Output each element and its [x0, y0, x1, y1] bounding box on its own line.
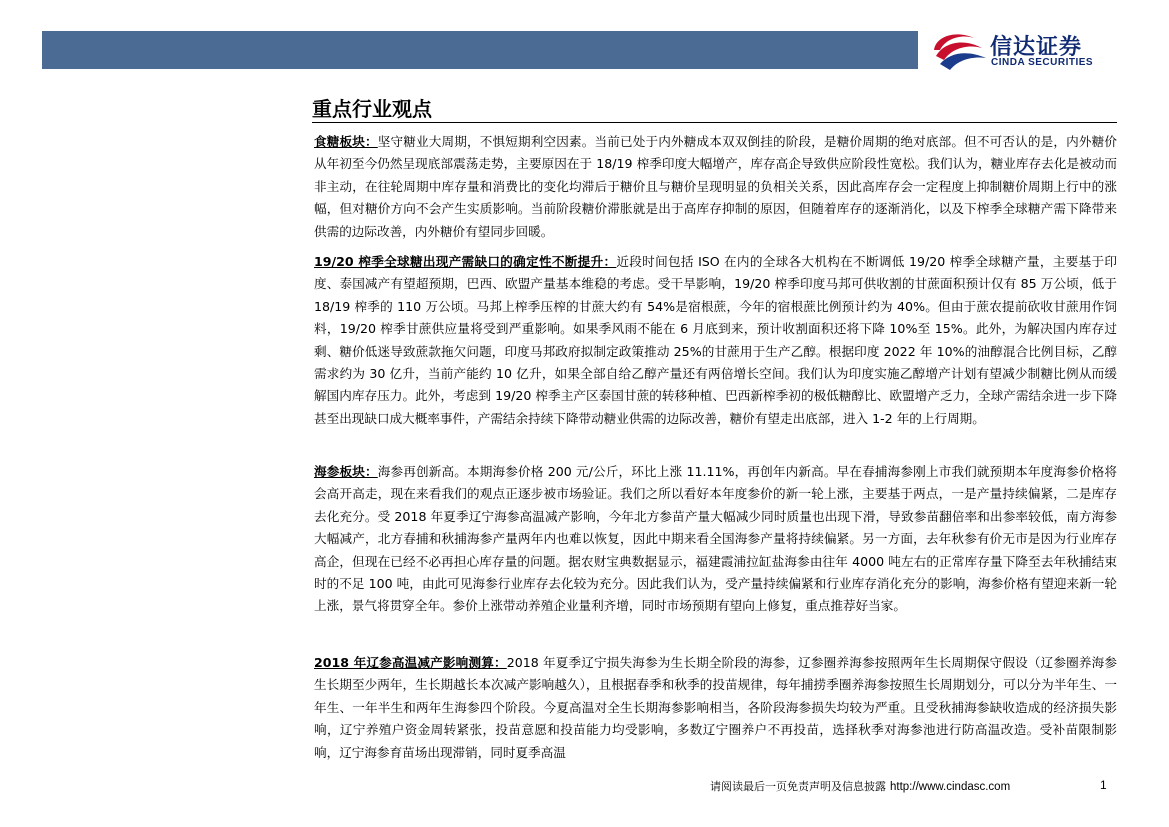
section-title: 重点行业观点	[312, 97, 432, 121]
paragraph-heading: 19/20 榨季全球糖出现产需缺口的确定性不断提升：	[314, 254, 617, 269]
paragraph-liaoning-estimate	[314, 652, 1117, 764]
paragraph-body: 坚守糖业大周期，不惧短期利空因素。当前已处于内外糖成本双双倒挂的阶段，是糖价周期的绝对底部。但不可否认的是，内外糖价从年初至今仍然呈现底部震荡走势，主要原因在于 18/19 榨季印度大幅增产，库存高企导致供应阶段性宽松。我们认为，糖业库存去化是被动而非主动，在往轮周期中库存量和消费比的变化均滞后于糖价且与糖价呈现明显的负相关关系，因此高库存会一定程度上抑制糖价周期上行中的涨幅，但对糖价方向不会产生实质影响。当前阶段糖价滞胀就是出于高库存抑制的原因，但随着库存的逐渐消化，以及下榨季全球糖产需下降带来供需的边际改善，内外糖价有望同步回暖。	[314, 134, 1118, 239]
paragraph-body: 近段时间包括 ISO 在内的全球各大机构在不断调低 19/20 榨季全球糖产量，主要基于印度、泰国减产有望超预期，巴西、欧盟产量基本维稳的考虑。受干旱影响，19/20 榨季印度马邦可供收割的甘蔗面积预计仅有 85 万公顷，低于 18/19 榨季的 110 万公顷。马邦上榨季压榨的甘蔗大约有 54%是宿根蔗，今年的宿根蔗比例预计约为 40%。但由于蔗农提前砍收甘蔗用作饲料，19/20 榨季甘蔗供应量将受到严重影响。如果季风雨不能在 6 月底到来，预计收割面积还将下降 10%至 15%。此外，为解决国内库存过剩、糖价低迷导致蔗款拖欠问题，印度马邦政府拟制定政策推动 25%的甘蔗用于生产乙醇。根据印度 2022 年 10%的油醇混合比例目标，乙醇需求约为 30 亿升，当前产能约 10 亿升，如果全部自给乙醇产量还有两倍增长空间。我们认为印度实施乙醇增产计划有望减少制糖比例从而缓解国内库存压力。此外，考虑到 19/20 榨季主产区泰国甘蔗的转移种植、巴西新榨季初的极低糖醇比、欧盟增产乏力，全球产需结余进一步下降甚至出现缺口成大概率事件，产需结余持续下降带动糖业供需的边际改善，糖价有望走出底部，进入 1-2 年的上行周期。	[314, 254, 1117, 426]
paragraph-heading: 2018 年辽参高温减产影响测算：	[314, 655, 507, 670]
website-link[interactable]: http://www.cindasc.com	[890, 781, 1011, 793]
cinda-logo-icon	[930, 28, 988, 74]
paragraph-sugar	[314, 131, 1117, 243]
cinda-logo	[930, 28, 1140, 74]
page-number: 1	[1100, 778, 1107, 792]
title-divider	[312, 122, 1117, 123]
disclaimer-text: 请阅读最后一页免责声明及信息披露	[710, 780, 886, 793]
paragraph-body: 2018 年夏季辽宁损失海参为生长期全阶段的海参，辽参圈养海参按照两年生长周期保守假设（辽参圈养海参生长期至少两年，生长期越长本次减产影响越久），且根据春季和秋季的投苗规律，每年捕捞季圈养海参按照生长周期划分，可以分为半年生、一年生、一年半生和两年生海参四个阶段。今夏高温对全生长期海参影响相当，各阶段海参损失均较为严重。且受秋捕海参缺收造成的经济损失影响，辽宁养殖户资金周转紧张，投苗意愿和投苗能力均受影响，多数辽宁圈养户不再投苗，选择秋季对海参池进行防高温改造。受补苗限制影响，辽宁海参育苗场出现滞销，同时夏季高温	[314, 655, 1117, 760]
footer-disclaimer	[710, 778, 1010, 794]
paragraph-heading: 食糖板块：	[314, 134, 378, 149]
header-bar	[42, 31, 918, 69]
paragraph-heading: 海参板块：	[314, 464, 378, 479]
paragraph-body: 海参再创新高。本期海参价格 200 元/公斤，环比上涨 11.11%，再创年内新高。早在春捕海参刚上市我们就预期本年度海参价格将会高开高走，现在来看我们的观点正逐步被市场验证。我们之所以看好本年度参价的新一轮上涨，主要基于两点，一是产量持续偏紧，二是库存去化充分。受 2018 年夏季辽宁海参高温减产影响，今年北方参苗产量大幅减少同时质量也出现下滑，导致参苗翻倍率和出参率较低，南方海参大幅减产，北方春捕和秋捕海参产量两年内也难以恢复，因此中期来看全国海参产量将持续偏紧。另一方面，去年秋参有价无市是因为行业库存高企，但现在已经不必再担心库存量的问题。据农财宝典数据显示，福建霞浦拉缸盐海参由往年 4000 吨左右的正常库存量下降至去年秋捕结束时的不足 100 吨，由此可见海参行业库存去化较为充分。因此我们认为，受产量持续偏紧和行业库存消化充分的影响，海参价格有望迎来新一轮上涨，景气将贯穿全年。参价上涨带动养殖企业量利齐增，同时市场预期有望向上修复，重点推荐好当家。	[314, 464, 1118, 614]
paragraph-sea-cucumber	[314, 461, 1117, 618]
paragraph-sugar-outlook	[314, 251, 1117, 430]
brand-name-cn: 信达证券	[990, 35, 1083, 60]
brand-name-en: CINDA SECURITIES	[991, 57, 1094, 68]
